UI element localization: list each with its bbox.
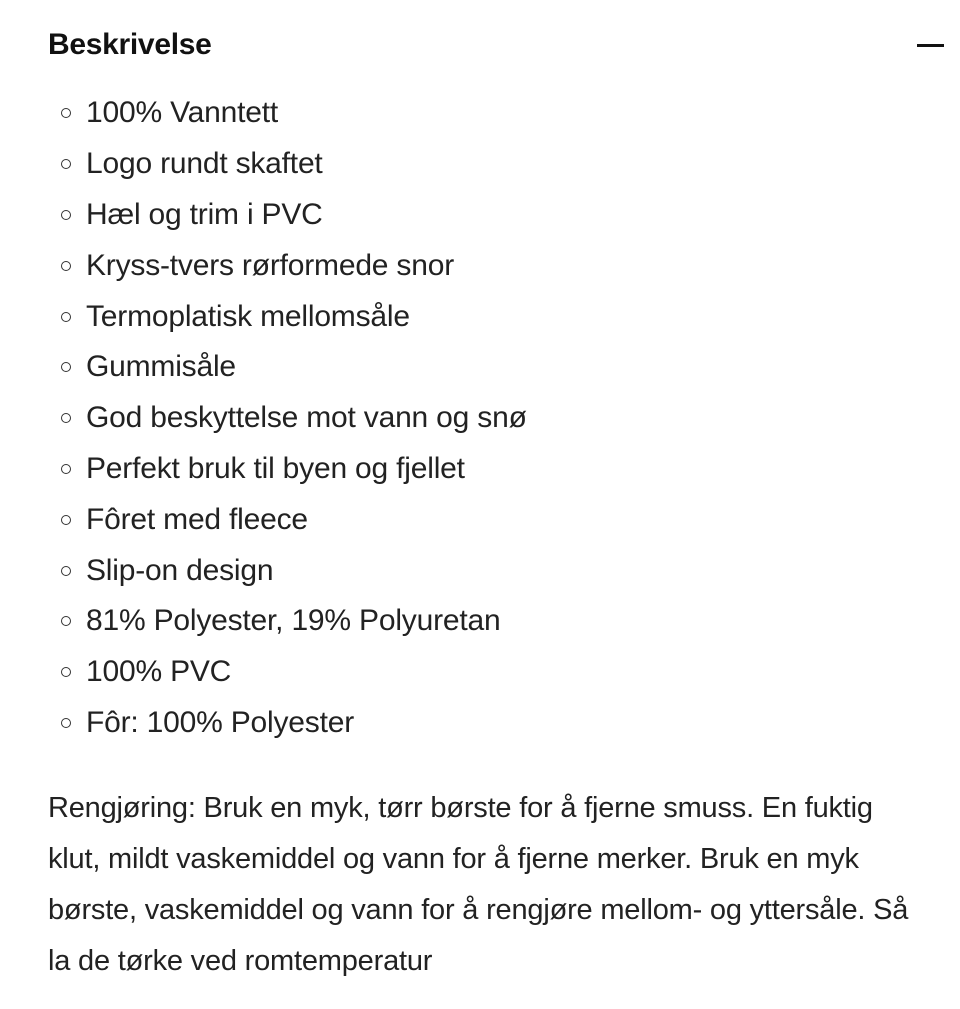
list-item xyxy=(48,88,527,139)
list-item xyxy=(48,291,527,342)
circle-bullet-icon xyxy=(61,616,71,626)
list-item-text: Termoplatisk mellomsåle xyxy=(86,299,410,333)
list-item-text: 100% PVC xyxy=(86,655,232,689)
list-item-text: Kryss-tvers rørformede snor xyxy=(86,248,454,282)
list-item xyxy=(48,240,527,291)
list-item-text: Slip-on design xyxy=(86,553,274,587)
circle-bullet-icon xyxy=(61,566,71,576)
list-item xyxy=(48,393,527,444)
list-item-text: 81% Polyester, 19% Polyuretan xyxy=(86,604,501,638)
list-item-text: Fôr: 100% Polyester xyxy=(86,705,354,739)
circle-bullet-icon xyxy=(61,667,71,677)
list-item xyxy=(48,698,527,749)
list-item-text: Perfekt bruk til byen og fjellet xyxy=(86,451,465,485)
circle-bullet-icon xyxy=(61,261,71,271)
section-title: Beskrivelse xyxy=(48,28,212,61)
circle-bullet-icon xyxy=(61,312,71,322)
list-item-text: Hæl og trim i PVC xyxy=(86,197,323,231)
list-item xyxy=(48,444,527,495)
list-item xyxy=(48,545,527,596)
circle-bullet-icon xyxy=(61,413,71,423)
list-item xyxy=(48,190,527,241)
circle-bullet-icon xyxy=(61,210,71,220)
circle-bullet-icon xyxy=(61,464,71,474)
list-item-text: Fôret med fleece xyxy=(86,502,308,536)
list-item xyxy=(48,139,527,190)
list-item xyxy=(48,342,527,393)
list-item-text: Gummisåle xyxy=(86,350,236,384)
care-instructions: Rengjøring: Bruk en myk, tørr børste for å fjerne smuss. En fuktig klut, mildt vaskemiddel og vann for å fjerne merker. Bruk en myk børste, vaskemiddel og vann for å rengjøre mellom- og yttersåle. Så la de tørke ved romtemperatur xyxy=(48,792,909,977)
list-item xyxy=(48,494,527,545)
list-item xyxy=(48,647,527,698)
list-item-text: God beskyttelse mot vann og snø xyxy=(86,401,527,435)
circle-bullet-icon xyxy=(61,159,71,169)
circle-bullet-icon xyxy=(61,108,71,118)
feature-list xyxy=(48,88,527,748)
list-item-text: 100% Vanntett xyxy=(86,96,278,130)
circle-bullet-icon xyxy=(61,718,71,728)
circle-bullet-icon xyxy=(61,362,71,372)
circle-bullet-icon xyxy=(61,515,71,525)
description-accordion-header[interactable] xyxy=(48,22,946,68)
minus-icon[interactable] xyxy=(917,44,944,47)
list-item-text: Logo rundt skaftet xyxy=(86,147,323,181)
list-item xyxy=(48,596,527,647)
